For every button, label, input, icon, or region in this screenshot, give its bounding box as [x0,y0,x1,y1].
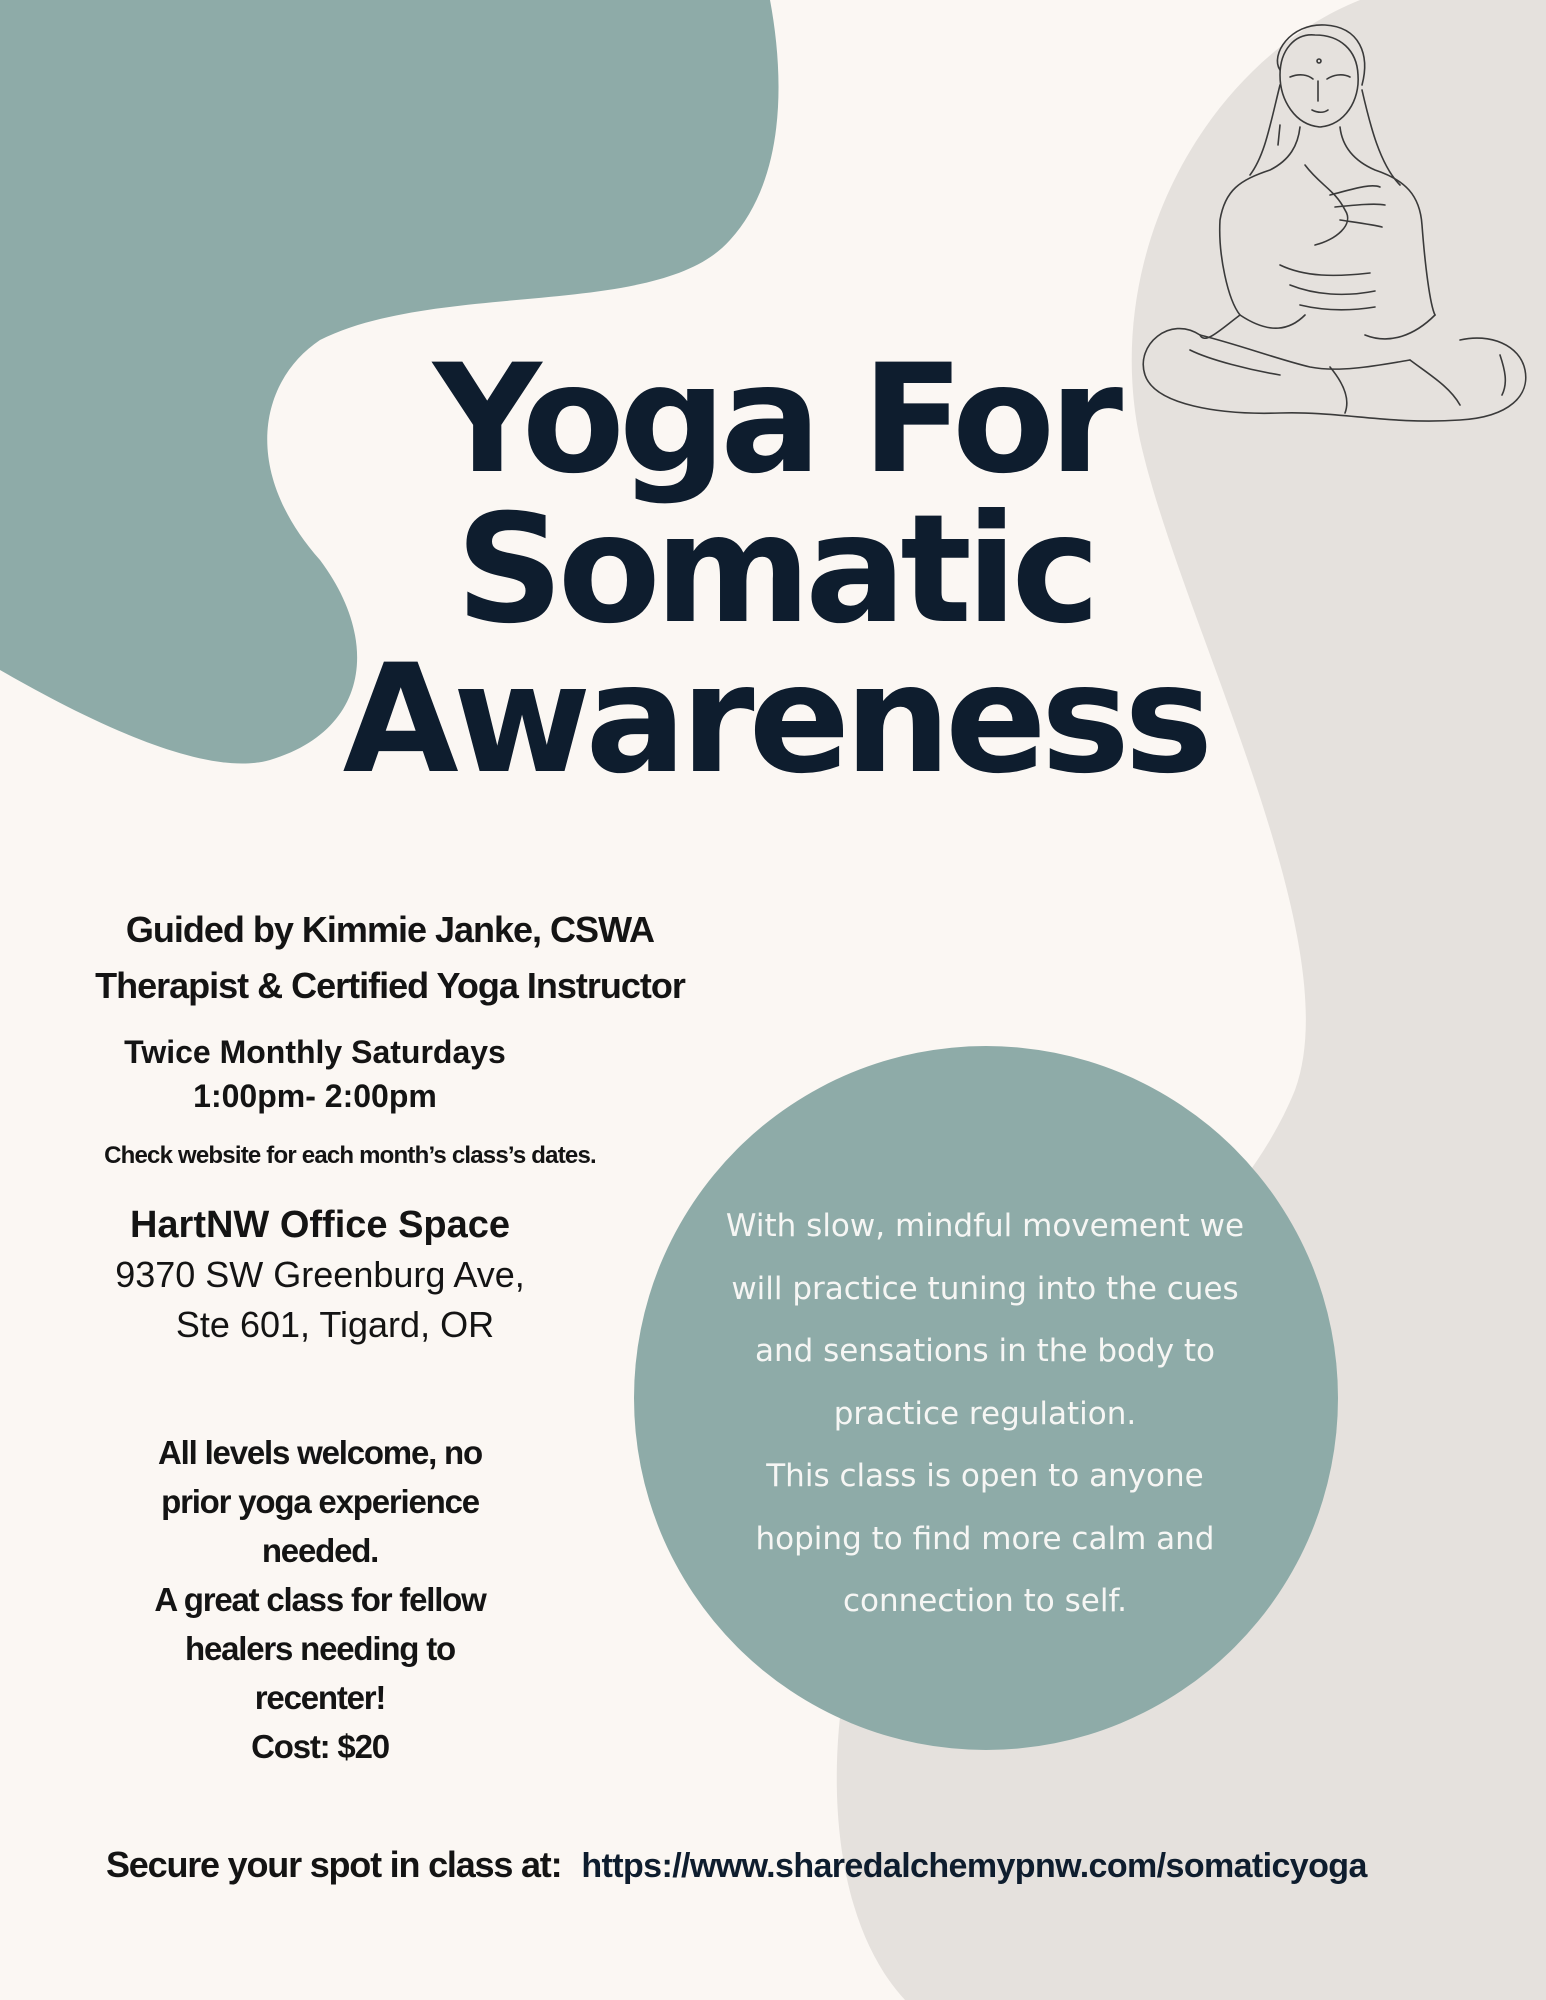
schedule-time: 1:00pm- 2:00pm [193,1078,437,1114]
instructor-info [20,902,760,1014]
footer-cta: Secure your spot in class at: [106,1844,562,1885]
levels-line: A great class for fellow [154,1581,486,1618]
booking-link[interactable]: https://www.sharedalchemypnw.com/somaticyoga [581,1847,1367,1885]
cost-line: Cost: $20 [251,1728,389,1765]
class-description [650,1195,1320,1633]
instructor-line: Guided by Kimmie Janke, CSWA [125,909,655,950]
levels-info [100,1428,540,1771]
description-line: will practice tuning into the cues [731,1270,1239,1307]
instructor-credentials: Therapist & Certified Yoga Instructor [95,965,685,1006]
levels-line: prior yoga experience [161,1483,479,1520]
venue-address-line2: Ste 601, Tigard, OR [175,1304,495,1345]
levels-line: All levels welcome, no [158,1434,482,1471]
description-line: hoping to find more calm and [755,1520,1215,1557]
description-line: This class is open to anyone [766,1458,1204,1494]
venue-name: HartNW Office Space [129,1204,511,1246]
title-line: Yoga For [432,333,1118,507]
description-line: connection to self. [843,1583,1127,1619]
description-line: and sensations in the body to [754,1333,1216,1369]
description-line: practice regulation. [833,1395,1137,1432]
venue-address-line1: 9370 SW Greenburg Ave, [115,1254,525,1295]
levels-line: needed. [261,1532,379,1569]
description-line: With slow, mindful movement we [725,1208,1245,1244]
schedule-info [40,1030,590,1118]
levels-line: recenter! [254,1679,386,1716]
venue-info [90,1200,550,1350]
poster-title [250,333,1300,807]
levels-line: healers needing to [185,1630,455,1667]
schedule-note: Check website for each month’s class’s dates. [104,1142,596,1169]
title-line: Somatic [455,483,1095,657]
footer [106,1840,1506,1891]
schedule-days: Twice Monthly Saturdays [124,1034,506,1070]
title-line: Awareness [342,633,1208,807]
